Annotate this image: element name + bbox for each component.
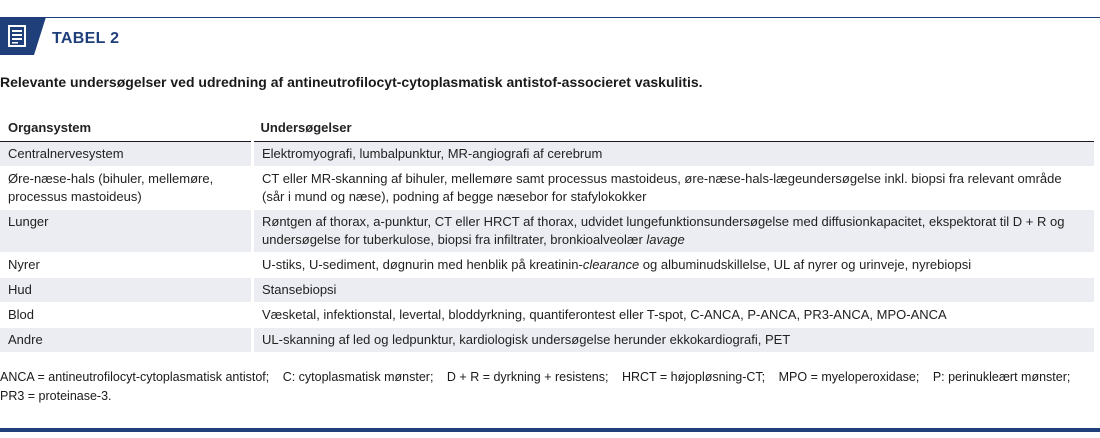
- organ-cell: Hud: [0, 278, 253, 303]
- table-row: [0, 303, 1094, 328]
- footnote-item: MPO = myeloperoxidase;: [778, 370, 920, 384]
- exam-cell: Væsketal, infektionstal, levertal, bloddyrkning, quantiferontest eller T-spot, C-ANCA, P-ANCA, PR3-ANCA, MPO-ANCA: [253, 303, 1095, 328]
- table-row: [0, 167, 1094, 210]
- table-title: TABEL 2: [52, 30, 120, 47]
- footnote-item: ANCA = antineutrofilocyt-cytoplasmatisk antistof;: [0, 370, 270, 384]
- exam-cell: UL-skanning af led og ledpunktur, kardiologisk undersøgelse herunder ekkokardiografi, PET: [253, 328, 1095, 353]
- footnote-item: PR3 = proteinase-3.: [0, 389, 112, 403]
- organ-cell: Øre-næse-hals (bihuler, mellemøre, processus mastoideus): [0, 167, 253, 210]
- table-caption: Relevante undersøgelser ved udredning af antineutrofilocyt-cytoplasmatisk antistof-associeret vaskulitis.: [0, 74, 703, 90]
- exam-text-italic: clearance: [582, 257, 640, 272]
- exam-cell: Elektromyografi, lumbalpunktur, MR-angiografi af cerebrum: [253, 142, 1095, 167]
- table-row: [0, 142, 1094, 167]
- exam-text: U-stiks, U-sediment, døgnurin med henblik på kreatinin-: [262, 257, 583, 272]
- bottom-rule: [0, 428, 1100, 432]
- document-list-icon: [8, 25, 26, 47]
- exam-text-italic: lavage: [646, 232, 685, 247]
- footnote-item: P: perinukleært mønster;: [932, 370, 1071, 384]
- exam-cell: [253, 210, 1095, 253]
- badge-notch: [34, 17, 46, 55]
- table-row: [0, 278, 1094, 303]
- exam-text: Røntgen af thorax, a-punktur, CT eller HRCT af thorax, udvidet lungefunktionsundersøgelse med diffusionkapacitet, ekspektorat til D + R og undersøgelse for tuberkulose, biopsi fra infiltrater, bronkioalveolær: [262, 214, 1065, 247]
- table-row: [0, 253, 1094, 278]
- table-row: [0, 210, 1094, 253]
- exam-text: og albuminudskillelse, UL af nyrer og urinveje, nyrebiopsi: [639, 257, 972, 272]
- exam-cell: Stansebiopsi: [253, 278, 1095, 303]
- footnote-item: HRCT = højopløsning-CT;: [621, 370, 766, 384]
- table-badge: [0, 17, 34, 55]
- table-row: [0, 328, 1094, 353]
- top-rule: [0, 17, 1100, 18]
- column-header-organ: Organsystem: [0, 113, 253, 142]
- organ-cell: Nyrer: [0, 253, 253, 278]
- table-footnote: [0, 368, 1098, 406]
- examinations-table: [0, 113, 1094, 352]
- table-header-row: [0, 113, 1094, 142]
- organ-cell: Centralnervesystem: [0, 142, 253, 167]
- exam-cell: CT eller MR-skanning af bihuler, mellemøre samt processus mastoideus, øre-næse-hals-lægeundersøgelse inkl. biopsi fra relevant område (sår i mund og næse), podning af begge næsebor for stafylokokker: [253, 167, 1095, 210]
- footnote-item: D + R = dyrkning + resistens;: [446, 370, 609, 384]
- column-header-exams: Undersøgelser: [253, 113, 1095, 142]
- organ-cell: Lunger: [0, 210, 253, 253]
- exam-cell: [253, 253, 1095, 278]
- footnote-item: C: cytoplasmatisk mønster;: [282, 370, 434, 384]
- organ-cell: Blod: [0, 303, 253, 328]
- organ-cell: Andre: [0, 328, 253, 353]
